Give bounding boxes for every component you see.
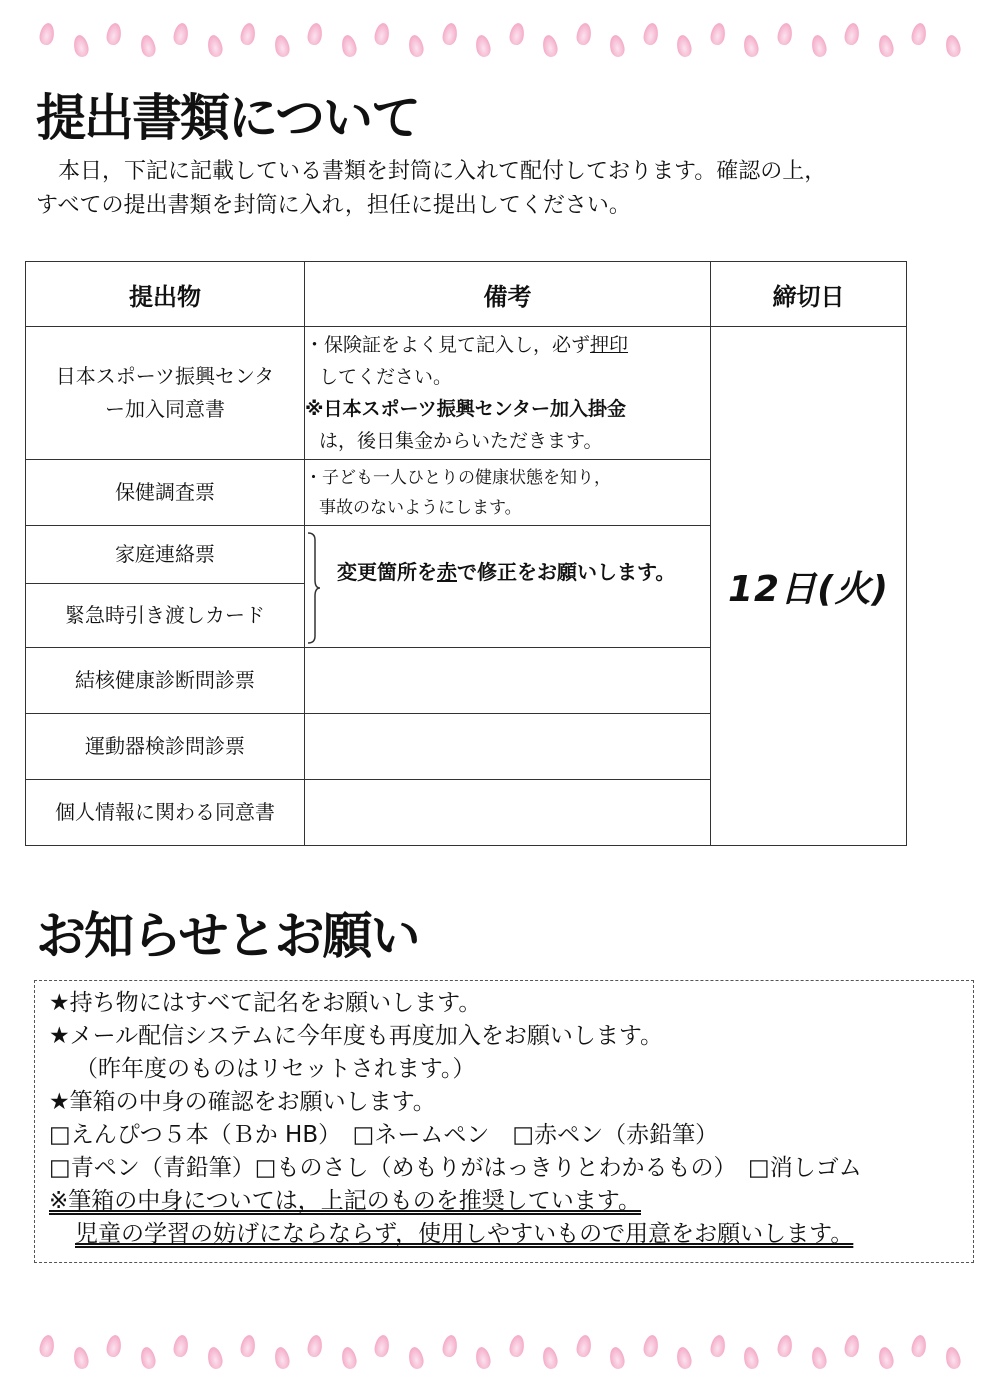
note-cell-empty: [305, 780, 711, 846]
petal-icon: [206, 1346, 224, 1370]
merged-note-cell: [305, 526, 711, 648]
petal-icon: [910, 22, 928, 46]
petal-icon: [374, 22, 392, 46]
petal-icon: [38, 1334, 56, 1358]
notice-box: [34, 980, 974, 1263]
item-text-line2: ー加入同意書: [105, 397, 225, 421]
petal-icon: [642, 22, 660, 46]
notice-line: [49, 1218, 973, 1251]
notice-underlined-text: 児童の学習の妨げにならならず，使用しやすいもので用意をお願いします。: [75, 1221, 854, 1247]
petal-icon: [809, 34, 827, 58]
section-title-documents: 提出書類について: [36, 89, 419, 147]
petal-icon: [273, 34, 291, 58]
item-cell: 運動器検診問診票: [26, 714, 305, 780]
petal-icon: [910, 1334, 928, 1358]
note-text: ・子ども一人ひとりの健康状態を知り，: [305, 467, 611, 488]
merged-note-post: で修正をお願いします。: [457, 560, 676, 584]
petal-icon: [742, 34, 760, 58]
notice-line: □青ペン（青鉛筆）□ものさし（めもりがはっきりとわかるもの） □消しゴム: [49, 1155, 862, 1181]
header-note: 備考: [305, 262, 711, 327]
note-text: は，後日集金からいただきます。: [319, 430, 603, 452]
petal-icon: [541, 34, 559, 58]
petal-icon: [474, 34, 492, 58]
petal-icon: [474, 1346, 492, 1370]
petal-icon: [575, 22, 593, 46]
intro-line-1: 本日，下記に記載している書類を封筒に入れて配付しております。確認の上，: [58, 159, 827, 184]
petal-icon: [139, 34, 157, 58]
petal-icon: [776, 1334, 794, 1358]
intro-line-2: すべての提出書類を封筒に入れ，担任に提出してください。: [36, 193, 631, 218]
petal-icon: [675, 34, 693, 58]
petal-icon: [340, 34, 358, 58]
petal-icon: [776, 22, 794, 46]
petal-icon: [105, 22, 123, 46]
petal-icon: [608, 34, 626, 58]
petal-border-bottom: [40, 1330, 960, 1370]
notice-line: [49, 1185, 973, 1218]
petal-icon: [508, 22, 526, 46]
petal-icon: [407, 1346, 425, 1370]
petal-icon: [71, 1346, 89, 1370]
merged-note-pre: 変更箇所を: [337, 560, 437, 584]
note-text: ・保険証をよく見て記入し，必ず: [305, 334, 591, 356]
header-item: 提出物: [26, 262, 305, 327]
petal-icon: [843, 1334, 861, 1358]
petal-icon: [809, 1346, 827, 1370]
petal-icon: [675, 1346, 693, 1370]
petal-icon: [843, 22, 861, 46]
petal-icon: [105, 1334, 123, 1358]
brace-icon: [307, 532, 321, 644]
petal-icon: [307, 1334, 325, 1358]
deadline-cell: 12日(火): [711, 327, 907, 846]
note-cell-empty: [305, 648, 711, 714]
item-cell: 保健調査票: [26, 460, 305, 526]
petal-icon: [441, 22, 459, 46]
item-cell: 個人情報に関わる同意書: [26, 780, 305, 846]
petal-icon: [508, 1334, 526, 1358]
petal-icon: [307, 22, 325, 46]
petal-icon: [206, 34, 224, 58]
petal-icon: [709, 22, 727, 46]
note-text: ※日本スポーツ振興センター加入掛金: [305, 398, 626, 420]
note-underlined: 押印: [590, 334, 629, 356]
petal-icon: [608, 1346, 626, 1370]
petal-icon: [273, 1346, 291, 1370]
note-cell-empty: [305, 714, 711, 780]
table-row: [26, 327, 907, 460]
petal-icon: [139, 1346, 157, 1370]
petal-icon: [374, 1334, 392, 1358]
notice-line: （昨年度のものはリセットされます。）: [75, 1056, 476, 1082]
notice-line: ★筆箱の中身の確認をお願いします。: [49, 1089, 436, 1115]
item-cell: 緊急時引き渡しカード: [26, 584, 305, 648]
petal-icon: [877, 34, 895, 58]
merged-note-underlined: 赤: [437, 560, 457, 584]
petal-icon: [239, 1334, 257, 1358]
petal-icon: [877, 1346, 895, 1370]
item-cell: 結核健康診断問診票: [26, 648, 305, 714]
petal-icon: [172, 1334, 190, 1358]
petal-icon: [239, 22, 257, 46]
petal-icon: [340, 1346, 358, 1370]
note-cell: [305, 327, 711, 460]
item-cell: 家庭連絡票: [26, 526, 305, 584]
table-header-row: [26, 262, 907, 327]
notice-line: ★メール配信システムに今年度も再度加入をお願いします。: [49, 1023, 664, 1049]
petal-icon: [441, 1334, 459, 1358]
merged-note-text: [337, 556, 675, 585]
petal-icon: [407, 34, 425, 58]
header-deadline: 締切日: [711, 262, 907, 327]
petal-icon: [944, 34, 962, 58]
petal-icon: [172, 22, 190, 46]
petal-icon: [541, 1346, 559, 1370]
intro-text: [36, 155, 936, 223]
petal-icon: [709, 1334, 727, 1358]
petal-icon: [71, 34, 89, 58]
notice-line: ★持ち物にはすべて記名をお願いします。: [49, 990, 482, 1016]
petal-icon: [742, 1346, 760, 1370]
note-text: してください。: [319, 366, 453, 388]
notice-line: □えんぴつ５本（Ｂか HB） □ネームペン □赤ペン（赤鉛筆）: [49, 1122, 719, 1148]
petal-icon: [944, 1346, 962, 1370]
item-text-line1: 日本スポーツ振興センタ: [55, 364, 275, 388]
petal-border-top: [40, 18, 960, 58]
section-title-notices: お知らせとお願い: [36, 907, 419, 965]
item-cell: [26, 327, 305, 460]
note-text: 事故のないようにします。: [319, 497, 522, 518]
petal-icon: [38, 22, 56, 46]
petal-icon: [575, 1334, 593, 1358]
note-cell: [305, 460, 711, 526]
documents-table: [25, 261, 907, 846]
notice-underlined-text: ※筆箱の中身については，上記のものを推奨しています。: [49, 1188, 641, 1214]
petal-icon: [642, 1334, 660, 1358]
